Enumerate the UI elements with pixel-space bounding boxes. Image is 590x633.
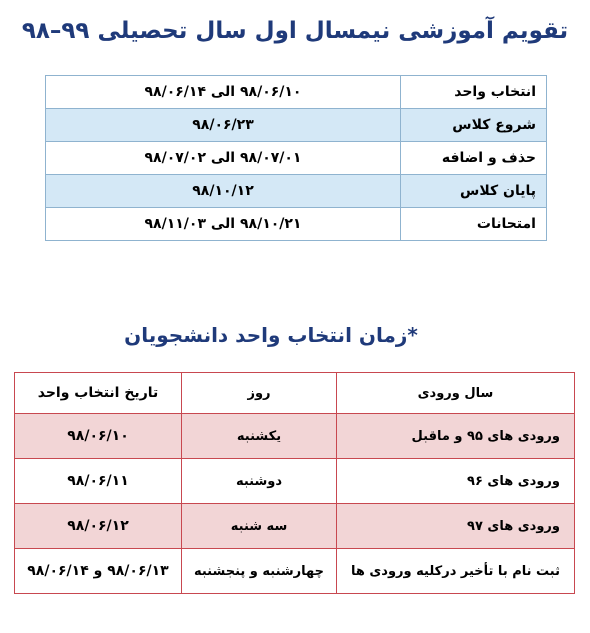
date-cell: ۹۸/۰۶/۱۲ xyxy=(15,504,182,549)
table-row xyxy=(15,459,575,504)
calendar-label: شروع کلاس xyxy=(401,109,547,142)
table-row xyxy=(15,549,575,594)
calendar-value: ۹۸/۰۷/۰۱ الی ۹۸/۰۷/۰۲ xyxy=(46,142,401,175)
calendar-row xyxy=(46,208,547,241)
day-cell: دوشنبه xyxy=(182,459,337,504)
calendar-value: ۹۸/۱۰/۱۲ xyxy=(46,175,401,208)
entry-year-cell: ورودی های ۹۷ xyxy=(337,504,575,549)
registration-schedule-table xyxy=(14,372,575,594)
calendar-label: پایان کلاس xyxy=(401,175,547,208)
section-title: *زمان انتخاب واحد دانشجویان xyxy=(124,323,418,347)
table-header-row xyxy=(15,373,575,414)
calendar-label: انتخاب واحد xyxy=(401,76,547,109)
calendar-label: حذف و اضافه xyxy=(401,142,547,175)
calendar-value: ۹۸/۰۶/۱۰ الی ۹۸/۰۶/۱۴ xyxy=(46,76,401,109)
date-cell: ۹۸/۰۶/۱۳ و ۹۸/۰۶/۱۴ xyxy=(15,549,182,594)
date-cell: ۹۸/۰۶/۱۰ xyxy=(15,414,182,459)
calendar-row xyxy=(46,175,547,208)
calendar-label: امتحانات xyxy=(401,208,547,241)
header-registration-date: تاریخ انتخاب واحد xyxy=(15,373,182,414)
calendar-value: ۹۸/۰۶/۲۳ xyxy=(46,109,401,142)
calendar-row xyxy=(46,109,547,142)
table-row xyxy=(15,504,575,549)
academic-calendar-table xyxy=(45,75,547,241)
table-row xyxy=(15,414,575,459)
day-cell: یکشنبه xyxy=(182,414,337,459)
entry-year-cell: ثبت نام با تأخیر درکلیه ورودی ها xyxy=(337,549,575,594)
page-title: تقویم آموزشی نیمسال اول سال تحصیلی ۹۹–۹۸ xyxy=(21,18,569,44)
entry-year-cell: ورودی های ۹۶ xyxy=(337,459,575,504)
header-entry-year: سال ورودی xyxy=(337,373,575,414)
calendar-row xyxy=(46,142,547,175)
day-cell: چهارشنبه و پنجشنبه xyxy=(182,549,337,594)
day-cell: سه شنبه xyxy=(182,504,337,549)
date-cell: ۹۸/۰۶/۱۱ xyxy=(15,459,182,504)
entry-year-cell: ورودی های ۹۵ و ماقبل xyxy=(337,414,575,459)
header-day: روز xyxy=(182,373,337,414)
calendar-row xyxy=(46,76,547,109)
calendar-value: ۹۸/۱۰/۲۱ الی ۹۸/۱۱/۰۳ xyxy=(46,208,401,241)
